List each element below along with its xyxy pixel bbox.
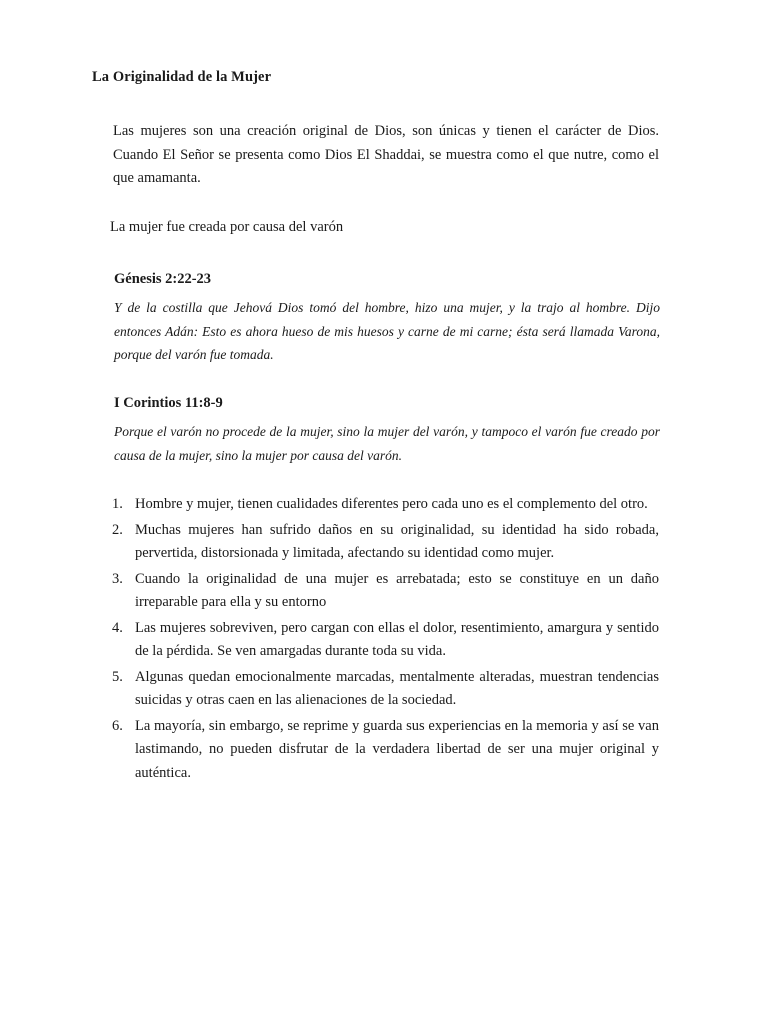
list-item-text: Muchas mujeres han sufrido daños en su originalidad, su identidad ha sido robada, pervertida, distorsionada y limitada, afectando su identidad como mujer. [135,521,659,561]
list-item-number: 6. [112,717,123,734]
reference-title-genesis: Génesis 2:22-23 [114,271,212,287]
list-item-number: 5. [112,668,123,685]
section-subheading: La mujer fue creada por causa del varón [110,219,344,235]
list-item-text: Las mujeres sobreviven, pero cargan con ellas el dolor, resentimiento, amargura y sentido de la pérdida. Se ven amargadas durante toda su vida. [135,619,659,659]
list-item-text: La mayoría, sin embargo, se reprime y guarda sus experiencias en la memoria y así se van lastimando, no pueden disfrutar de la verdadera libertad de ser una mujer original y auténtica. [135,717,659,781]
list-item-number: 1. [112,496,123,512]
list-item-number: 3. [112,570,123,587]
list-item [112,493,659,517]
list-item [112,715,659,786]
list-item-text: Algunas quedan emocionalmente marcadas, mentalmente alteradas, muestran tendencias suicidas y otras caen en las alienaciones de la sociedad. [135,668,659,708]
document-title: La Originalidad de la Mujer [92,69,272,85]
list-item [112,617,659,664]
list-item-number: 2. [112,521,123,538]
list-item-text: Hombre y mujer, tienen cualidades diferentes pero cada uno es el complemento del otro. [135,496,648,512]
reference-verse-corintios: Porque el varón no procede de la mujer, sino la mujer del varón, y tampoco el varón fue creado por causa de la mujer, sino la mujer por causa del varón. [114,424,660,463]
list-item-number: 4. [112,619,123,636]
numbered-list [112,493,659,785]
list-item [112,568,659,615]
reference-verse-genesis: Y de la costilla que Jehová Dios tomó del hombre, hizo una mujer, y la trajo al hombre. Dijo entonces Adán: Esto es ahora hueso de mis huesos y carne de mi carne; ésta será llamada Varona, porque del varón fue tomada. [114,300,660,362]
intro-paragraph: Las mujeres son una creación original de Dios, son únicas y tienen el carácter de Dios. Cuando El Señor se presenta como Dios El Shaddai, se muestra como el que nutre, como el que amamanta. [113,123,659,186]
list-item [112,666,659,713]
reference-title-corintios: I Corintios 11:8-9 [114,395,223,411]
list-item-text: Cuando la originalidad de una mujer es arrebatada; esto se constituye en un daño irreparable para ella y su entorno [135,570,659,610]
list-item [112,519,659,566]
